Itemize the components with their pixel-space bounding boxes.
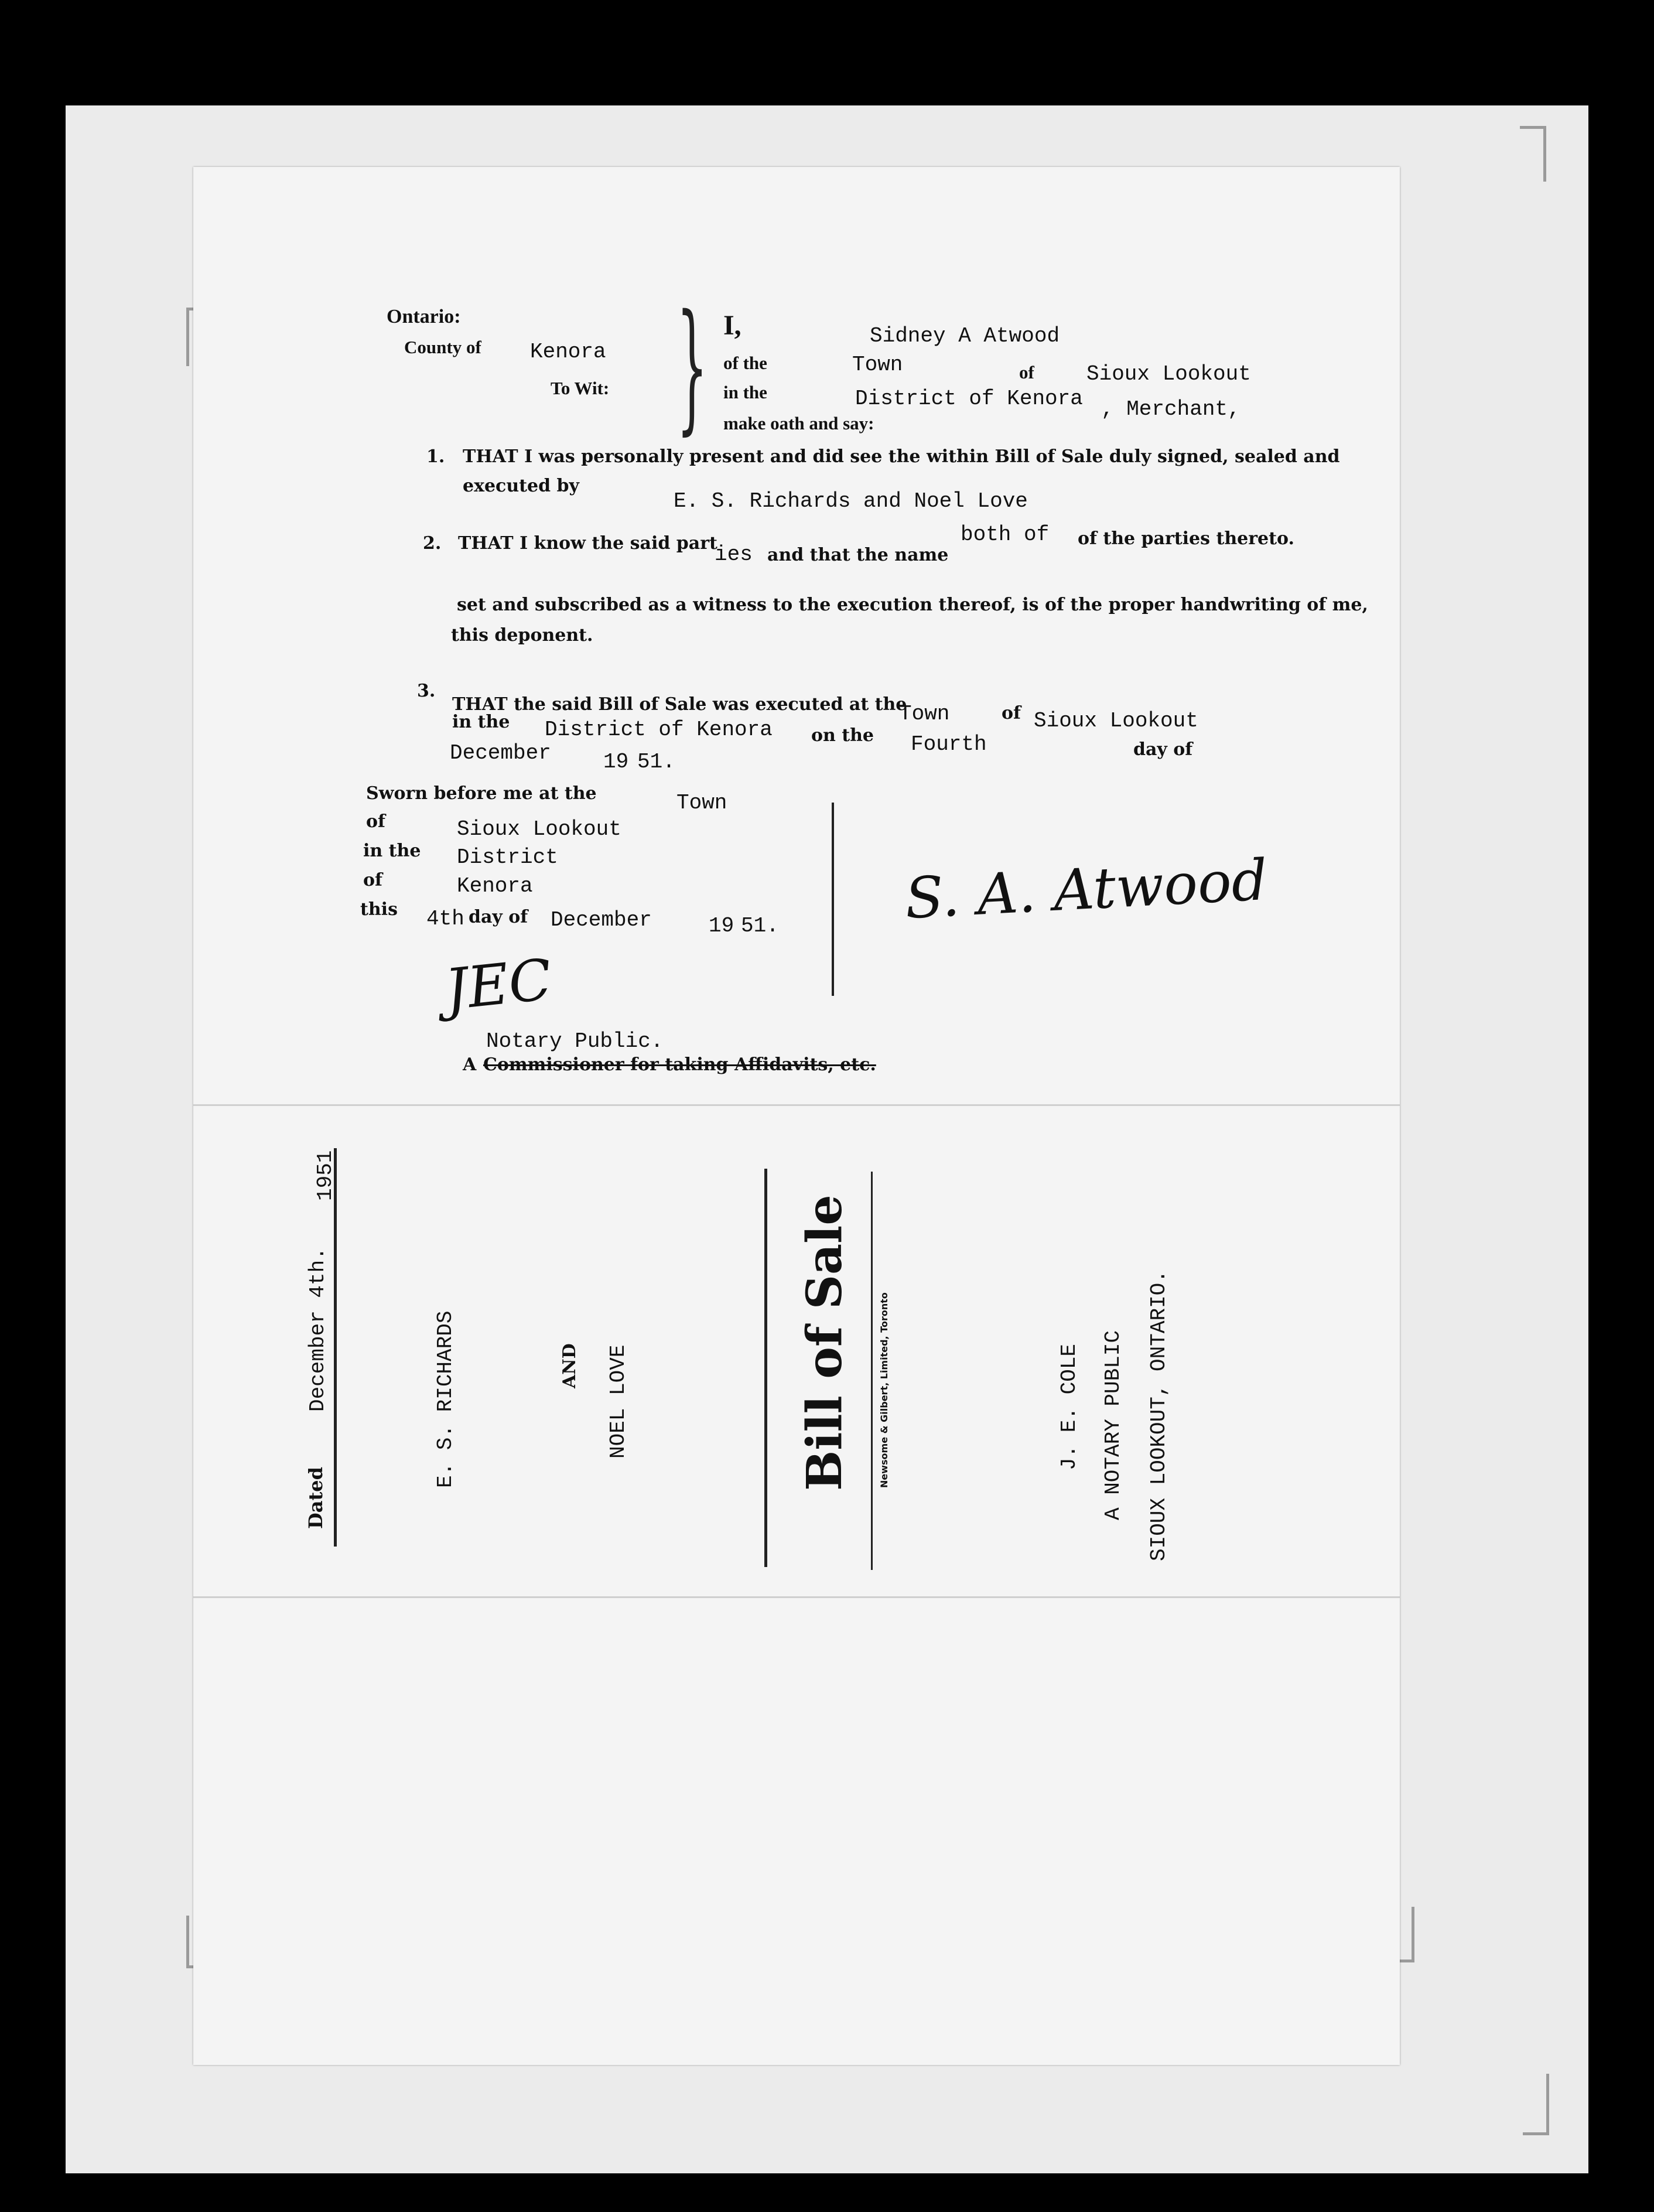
printer-imprint: Newsome & Gilbert, Limited, Toronto <box>879 1292 890 1488</box>
jurat-year-prefix: 19 <box>709 914 734 938</box>
solicitor-title: A NOTARY PUBLIC <box>1101 1330 1125 1520</box>
commissioner-a: A <box>463 1054 477 1075</box>
paragraph-3-text: THAT the said Bill of Sale was executed at the <box>452 694 907 715</box>
paragraph-3-day-of: day of <box>1133 739 1193 760</box>
occupation-value: , Merchant, <box>1101 397 1240 421</box>
paragraph-3-on-the: on the <box>811 725 874 746</box>
make-oath-label: make oath and say: <box>723 413 874 433</box>
jurat-year-suffix: 51. <box>741 914 779 938</box>
executing-parties: E. S. Richards and Noel Love <box>674 489 1028 513</box>
both-of-value: both of <box>961 523 1050 547</box>
jurat-this-label: this <box>360 899 398 920</box>
and-label: AND <box>559 1343 580 1388</box>
paragraph-2-line-2: set and subscribed as a witness to the execution thereof, is of the proper handwriting of me, <box>457 595 1368 615</box>
i-label: I, <box>723 310 741 341</box>
jurat-of2-label: of <box>363 870 382 890</box>
deponent-name: Sidney A Atwood <box>870 324 1060 348</box>
paragraph-3-month: December <box>450 741 551 765</box>
paragraph-3-place: Sioux Lookout <box>1034 709 1198 733</box>
district-value: District of Kenora <box>855 387 1083 411</box>
county-value: Kenora <box>530 340 606 364</box>
paragraph-1-text: THAT I was personally present and did see the within Bill of Sale duly signed, sealed and <box>463 446 1340 467</box>
municipality-type: Town <box>852 353 903 377</box>
executed-by-label: executed by <box>463 476 579 496</box>
paragraph-3-town: Town <box>899 702 950 726</box>
paragraph-2-text-a: THAT I know the said part <box>458 533 717 554</box>
jurat-day-of-label: day of <box>469 907 528 927</box>
commissioner-struck-text: Commissioner for taking Affidavits, etc. <box>483 1054 876 1075</box>
province-label: Ontario: <box>387 306 461 327</box>
notary-public-typed: Notary Public. <box>486 1029 664 1053</box>
dated-label: Dated <box>305 1467 327 1529</box>
deponent-signature: S. A. Atwood <box>903 846 1269 932</box>
solicitor-place: SIOUX LOOKOUT, ONTARIO. <box>1147 1270 1171 1561</box>
backing-rule-left <box>334 1148 337 1547</box>
paragraph-3-number: 3. <box>417 681 436 701</box>
party-2: NOEL LOVE <box>606 1344 630 1459</box>
solicitor-name: J. E. COLE <box>1057 1343 1081 1470</box>
county-label: County of <box>404 337 481 357</box>
crop-mark-lower-right <box>1523 2074 1549 2135</box>
paragraph-1-number: 1. <box>426 446 445 467</box>
paragraph-3-of: of <box>1002 703 1021 723</box>
paragraph-3-year-suffix: 51. <box>637 750 675 774</box>
of-label: of <box>1019 362 1034 383</box>
jurat-month-value: December <box>551 908 652 932</box>
jurat-of-label: of <box>366 811 385 832</box>
dated-value: December 4th. <box>306 1247 330 1412</box>
paragraph-2-fill: ies <box>715 542 753 566</box>
paragraph-2-text-b: and that the name <box>767 545 949 565</box>
of-the-label: of the <box>723 353 767 373</box>
paragraph-3-district: District of Kenora <box>545 718 773 742</box>
crop-mark-top-right <box>1520 126 1546 182</box>
to-wit-label: To Wit: <box>551 378 610 398</box>
form-title: Bill of Sale <box>797 1194 853 1491</box>
header-brace: } <box>676 284 708 448</box>
jurat-bracket <box>832 803 834 996</box>
paragraph-2-line-3: this deponent. <box>451 625 593 646</box>
jurat-in-the-label: in the <box>363 841 421 861</box>
jurat-of2-value: Kenora <box>457 874 533 898</box>
paragraph-3-year-prefix: 19 <box>603 750 629 774</box>
sworn-place-type: Town <box>676 791 727 815</box>
fold-line-lower <box>193 1596 1400 1598</box>
fold-line-upper <box>193 1104 1400 1106</box>
jurat-day-value: 4th <box>426 907 464 931</box>
jurat-in-the-value: District <box>457 845 558 869</box>
backing-title-rule-1 <box>764 1169 767 1567</box>
jurat-of-value: Sioux Lookout <box>457 817 621 841</box>
paragraph-2-number: 2. <box>423 533 442 554</box>
paragraph-3-in-the: in the <box>452 712 510 732</box>
party-1: E. S. RICHARDS <box>433 1310 457 1488</box>
dated-year: 1951 <box>313 1150 337 1201</box>
sworn-label: Sworn before me at the <box>366 783 597 804</box>
commissioner-signature: JEC <box>442 946 555 1023</box>
municipality-name: Sioux Lookout <box>1086 362 1251 386</box>
in-the-label: in the <box>723 382 767 402</box>
backing-title-rule-2 <box>871 1172 873 1570</box>
paragraph-3-day: Fourth <box>911 732 987 756</box>
parties-thereto-label: of the parties thereto. <box>1078 528 1294 549</box>
